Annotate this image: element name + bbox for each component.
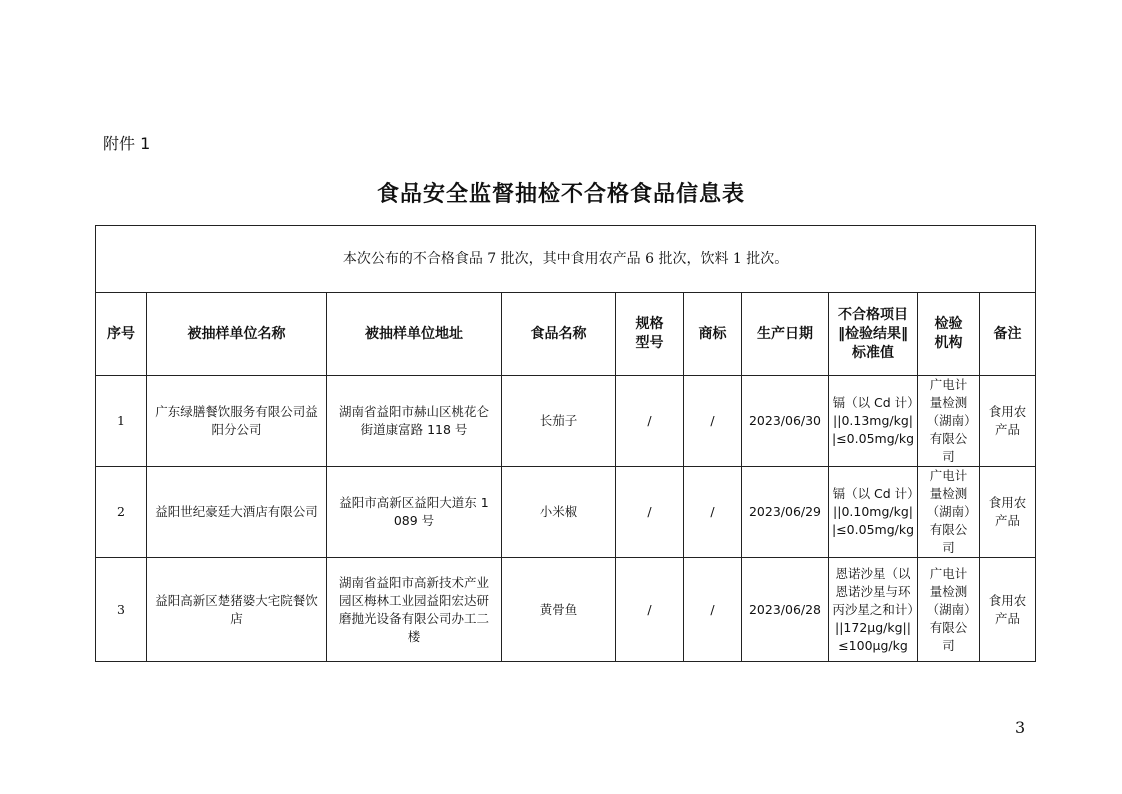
cell-brand: /	[684, 558, 742, 662]
cell-brand: /	[684, 376, 742, 467]
header-seq: 序号	[96, 293, 147, 376]
table-row	[96, 467, 1036, 558]
cell-agency: 广电计量检测（湖南）有限公司	[918, 467, 980, 558]
header-unit-address: 被抽样单位地址	[327, 293, 502, 376]
cell-spec: /	[616, 376, 684, 467]
header-item: 不合格项目‖检验结果‖标准值	[829, 293, 918, 376]
cell-unit-name: 益阳世纪豪廷大酒店有限公司	[147, 467, 327, 558]
cell-item: 恩诺沙星（以恩诺沙星与环丙沙星之和计）||172μg/kg||≤100μg/kg	[829, 558, 918, 662]
page-number: 3	[1015, 718, 1026, 737]
cell-item: 镉（以 Cd 计）||0.10mg/kg||≤0.05mg/kg	[829, 467, 918, 558]
cell-prod-date: 2023/06/29	[742, 467, 829, 558]
nonconforming-food-table	[95, 225, 1036, 662]
header-brand: 商标	[684, 293, 742, 376]
summary-text: 本次公布的不合格食品 7 批次，其中食用农产品 6 批次，饮料 1 批次。	[96, 226, 1036, 293]
cell-food-name: 小米椒	[502, 467, 616, 558]
cell-food-name: 长茄子	[502, 376, 616, 467]
cell-unit-address: 益阳市高新区益阳大道东 1089 号	[327, 467, 502, 558]
cell-seq: 1	[96, 376, 147, 467]
table-row	[96, 558, 1036, 662]
table-row	[96, 376, 1036, 467]
header-remark: 备注	[980, 293, 1036, 376]
cell-brand: /	[684, 467, 742, 558]
cell-unit-name: 广东绿膳餐饮服务有限公司益阳分公司	[147, 376, 327, 467]
cell-item: 镉（以 Cd 计）||0.13mg/kg||≤0.05mg/kg	[829, 376, 918, 467]
cell-prod-date: 2023/06/28	[742, 558, 829, 662]
header-row	[96, 293, 1036, 376]
cell-seq: 3	[96, 558, 147, 662]
cell-prod-date: 2023/06/30	[742, 376, 829, 467]
cell-remark: 食用农产品	[980, 376, 1036, 467]
summary-row	[96, 226, 1036, 293]
cell-spec: /	[616, 467, 684, 558]
page-title: 食品安全监督抽检不合格食品信息表	[376, 182, 745, 207]
cell-remark: 食用农产品	[980, 558, 1036, 662]
header-food-name: 食品名称	[502, 293, 616, 376]
header-unit-name: 被抽样单位名称	[147, 293, 327, 376]
cell-spec: /	[616, 558, 684, 662]
cell-agency: 广电计量检测（湖南）有限公司	[918, 558, 980, 662]
cell-food-name: 黄骨鱼	[502, 558, 616, 662]
cell-remark: 食用农产品	[980, 467, 1036, 558]
cell-unit-name: 益阳高新区楚猪婆大宅院餐饮店	[147, 558, 327, 662]
cell-agency: 广电计量检测（湖南）有限公司	[918, 376, 980, 467]
header-prod-date: 生产日期	[742, 293, 829, 376]
attachment-label: 附件 1	[103, 134, 151, 153]
cell-unit-address: 湖南省益阳市高新技术产业园区梅林工业园益阳宏达研磨抛光设备有限公司办工二楼	[327, 558, 502, 662]
cell-unit-address: 湖南省益阳市赫山区桃花仑街道康富路 118 号	[327, 376, 502, 467]
cell-seq: 2	[96, 467, 147, 558]
header-agency: 检验机构	[918, 293, 980, 376]
header-spec: 规格型号	[616, 293, 684, 376]
